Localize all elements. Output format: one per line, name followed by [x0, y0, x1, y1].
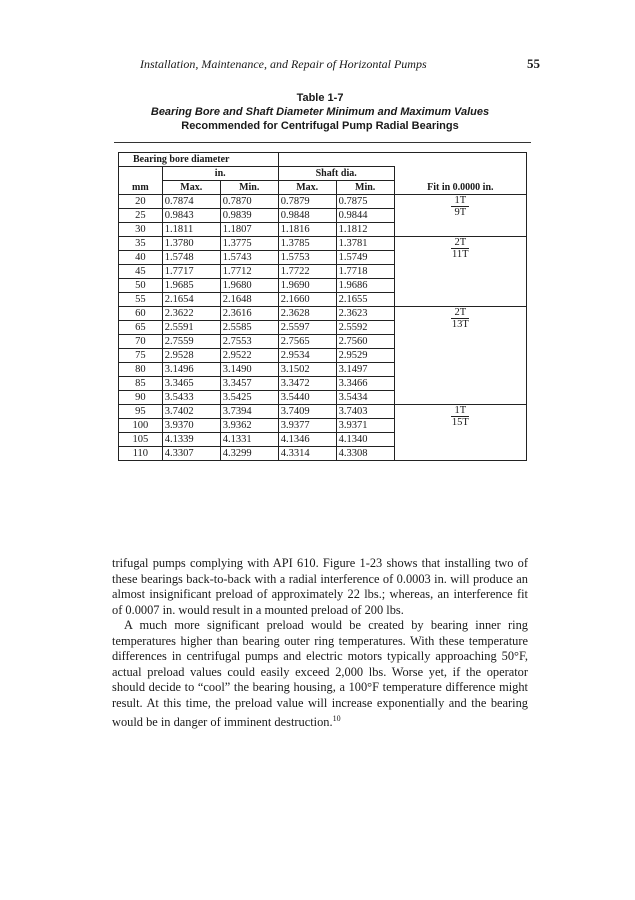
cell-mm: 50	[119, 279, 163, 293]
fit-numerator: 1T	[451, 405, 469, 417]
cell-bore-max: 4.3307	[162, 447, 220, 461]
cell-shaft-max: 1.7722	[278, 265, 336, 279]
cell-bore-min: 0.9839	[220, 209, 278, 223]
cell-mm: 85	[119, 377, 163, 391]
cell-mm: 95	[119, 405, 163, 419]
table-row	[119, 405, 527, 419]
cell-mm: 20	[119, 195, 163, 209]
cell-mm: 25	[119, 209, 163, 223]
table-title-line1: Bearing Bore and Shaft Diameter Minimum and Maximum Values	[150, 106, 490, 118]
cell-mm: 30	[119, 223, 163, 237]
cell-shaft-max: 3.5440	[278, 391, 336, 405]
cell-bore-max: 3.5433	[162, 391, 220, 405]
cell-shaft-min: 1.3781	[336, 237, 394, 251]
running-head	[140, 56, 540, 72]
running-head-title: Installation, Maintenance, and Repair of Horizontal Pumps	[140, 57, 427, 71]
cell-bore-min: 3.7394	[220, 405, 278, 419]
table-row	[119, 195, 527, 209]
cell-bore-max: 0.9843	[162, 209, 220, 223]
cell-shaft-min: 3.9371	[336, 419, 394, 433]
cell-shaft-max: 0.7879	[278, 195, 336, 209]
header-blank-fit	[394, 167, 526, 181]
header-bearing-bore: Bearing bore diameter	[119, 153, 279, 167]
header-fit: Fit in 0.0000 in.	[394, 181, 526, 195]
cell-bore-max: 3.3465	[162, 377, 220, 391]
table-caption	[100, 91, 540, 133]
cell-shaft-min: 1.5749	[336, 251, 394, 265]
cell-fit-group	[394, 195, 526, 237]
cell-mm: 75	[119, 349, 163, 363]
cell-shaft-max: 4.3314	[278, 447, 336, 461]
fit-denominator: 13T	[451, 319, 469, 330]
cell-mm: 110	[119, 447, 163, 461]
cell-shaft-max: 2.1660	[278, 293, 336, 307]
cell-shaft-min: 2.3623	[336, 307, 394, 321]
cell-shaft-min: 4.3308	[336, 447, 394, 461]
table-header-row-2	[119, 167, 527, 181]
caption-rule	[114, 142, 531, 143]
header-mm: mm	[119, 181, 163, 195]
paragraph-1: trifugal pumps complying with API 610. Figure 1-23 shows that installing two of these bearings back-to-back with a radial interference of 0.0003 in. will produce an almost insignificant preload of approximately 22 lbs.; whereas, an interference fit of 0.0007 in. would result in a mounted preload of 200 lbs.	[112, 556, 528, 617]
table-body	[119, 195, 527, 461]
cell-fit-group	[394, 307, 526, 405]
paragraph-2	[112, 618, 528, 731]
cell-mm: 40	[119, 251, 163, 265]
cell-bore-max: 1.3780	[162, 237, 220, 251]
cell-bore-min: 2.1648	[220, 293, 278, 307]
cell-shaft-max: 1.3785	[278, 237, 336, 251]
cell-bore-min: 1.3775	[220, 237, 278, 251]
cell-bore-min: 1.7712	[220, 265, 278, 279]
cell-bore-max: 2.3622	[162, 307, 220, 321]
cell-shaft-max: 2.3628	[278, 307, 336, 321]
header-shaft-max: Max.	[278, 181, 336, 195]
cell-mm: 90	[119, 391, 163, 405]
cell-bore-max: 1.9685	[162, 279, 220, 293]
cell-shaft-min: 1.9686	[336, 279, 394, 293]
cell-shaft-max: 4.1346	[278, 433, 336, 447]
cell-bore-max: 1.1811	[162, 223, 220, 237]
cell-shaft-max: 3.1502	[278, 363, 336, 377]
cell-mm: 45	[119, 265, 163, 279]
cell-shaft-max: 3.9377	[278, 419, 336, 433]
cell-shaft-min: 4.1340	[336, 433, 394, 447]
cell-bore-min: 3.9362	[220, 419, 278, 433]
cell-bore-min: 2.5585	[220, 321, 278, 335]
footnote-ref: 10	[332, 714, 341, 723]
cell-shaft-max: 3.3472	[278, 377, 336, 391]
cell-bore-max: 2.1654	[162, 293, 220, 307]
table-title-line2: Recommended for Centrifugal Pump Radial Bearings	[181, 120, 459, 132]
fit-numerator: 2T	[451, 237, 469, 249]
cell-bore-max: 1.5748	[162, 251, 220, 265]
cell-bore-max: 2.5591	[162, 321, 220, 335]
cell-shaft-max: 3.7409	[278, 405, 336, 419]
body-text	[112, 556, 528, 731]
cell-bore-max: 4.1339	[162, 433, 220, 447]
cell-bore-max: 2.7559	[162, 335, 220, 349]
cell-bore-min: 2.9522	[220, 349, 278, 363]
table-header-row-1	[119, 153, 527, 167]
fit-denominator: 11T	[452, 249, 469, 260]
cell-shaft-max: 2.5597	[278, 321, 336, 335]
cell-shaft-min: 0.7875	[336, 195, 394, 209]
fit-numerator: 1T	[451, 195, 469, 207]
table-header-row-3	[119, 181, 527, 195]
cell-bore-min: 2.7553	[220, 335, 278, 349]
cell-bore-min: 2.3616	[220, 307, 278, 321]
cell-bore-min: 3.5425	[220, 391, 278, 405]
cell-fit-group	[394, 237, 526, 307]
cell-shaft-max: 1.1816	[278, 223, 336, 237]
cell-shaft-min: 2.7560	[336, 335, 394, 349]
cell-mm: 105	[119, 433, 163, 447]
fit-fraction	[451, 307, 469, 330]
fit-fraction	[451, 237, 469, 260]
cell-bore-max: 0.7874	[162, 195, 220, 209]
table-row	[119, 307, 527, 321]
cell-bore-min: 3.1490	[220, 363, 278, 377]
header-shaft-dia: Shaft dia.	[278, 167, 394, 181]
cell-mm: 55	[119, 293, 163, 307]
cell-bore-min: 1.5743	[220, 251, 278, 265]
cell-shaft-max: 1.5753	[278, 251, 336, 265]
cell-shaft-min: 1.1812	[336, 223, 394, 237]
header-bore-min: Min.	[220, 181, 278, 195]
cell-bore-min: 1.1807	[220, 223, 278, 237]
header-bore-max: Max.	[162, 181, 220, 195]
cell-mm: 70	[119, 335, 163, 349]
cell-shaft-min: 2.1655	[336, 293, 394, 307]
cell-bore-min: 0.7870	[220, 195, 278, 209]
cell-shaft-max: 2.9534	[278, 349, 336, 363]
cell-shaft-min: 3.1497	[336, 363, 394, 377]
cell-mm: 80	[119, 363, 163, 377]
cell-bore-min: 1.9680	[220, 279, 278, 293]
cell-shaft-min: 0.9844	[336, 209, 394, 223]
cell-shaft-max: 1.9690	[278, 279, 336, 293]
cell-mm: 100	[119, 419, 163, 433]
header-in: in.	[162, 167, 278, 181]
cell-shaft-min: 1.7718	[336, 265, 394, 279]
cell-shaft-min: 3.5434	[336, 391, 394, 405]
paragraph-2-text: A much more significant preload would be created by bearing inner ring temperatures higher than bearing outer ring temperatures. With these temperature differences in centrifugal pumps and electric motors typically approaching 50°F, actual preload values could easily exceed 2,000 lbs. Worse yet, if the operator should decide to “cool” the bearing housing, a 100°F temperature difference might result. At this time, the preload value will increase exponentially and the bearing would be in danger of imminent destruction.	[112, 618, 528, 730]
header-blank-mm	[119, 167, 163, 181]
header-shaft-min: Min.	[336, 181, 394, 195]
fit-denominator: 9T	[454, 207, 467, 218]
fit-fraction	[451, 405, 469, 428]
fit-denominator: 15T	[451, 417, 469, 428]
fit-fraction	[451, 195, 469, 218]
cell-bore-max: 2.9528	[162, 349, 220, 363]
cell-mm: 60	[119, 307, 163, 321]
cell-bore-min: 4.3299	[220, 447, 278, 461]
table-row	[119, 237, 527, 251]
cell-bore-max: 1.7717	[162, 265, 220, 279]
cell-mm: 65	[119, 321, 163, 335]
page-number: 55	[527, 56, 540, 71]
fit-numerator: 2T	[451, 307, 469, 319]
cell-fit-group	[394, 405, 526, 461]
cell-bore-min: 3.3457	[220, 377, 278, 391]
cell-shaft-min: 2.9529	[336, 349, 394, 363]
cell-shaft-min: 3.3466	[336, 377, 394, 391]
cell-bore-max: 3.7402	[162, 405, 220, 419]
cell-bore-max: 3.1496	[162, 363, 220, 377]
cell-shaft-min: 2.5592	[336, 321, 394, 335]
header-blank	[278, 153, 526, 167]
cell-shaft-max: 2.7565	[278, 335, 336, 349]
cell-shaft-min: 3.7403	[336, 405, 394, 419]
cell-shaft-max: 0.9848	[278, 209, 336, 223]
bearing-table	[118, 152, 527, 461]
table-label: Table 1-7	[296, 92, 344, 104]
cell-bore-max: 3.9370	[162, 419, 220, 433]
cell-mm: 35	[119, 237, 163, 251]
cell-bore-min: 4.1331	[220, 433, 278, 447]
